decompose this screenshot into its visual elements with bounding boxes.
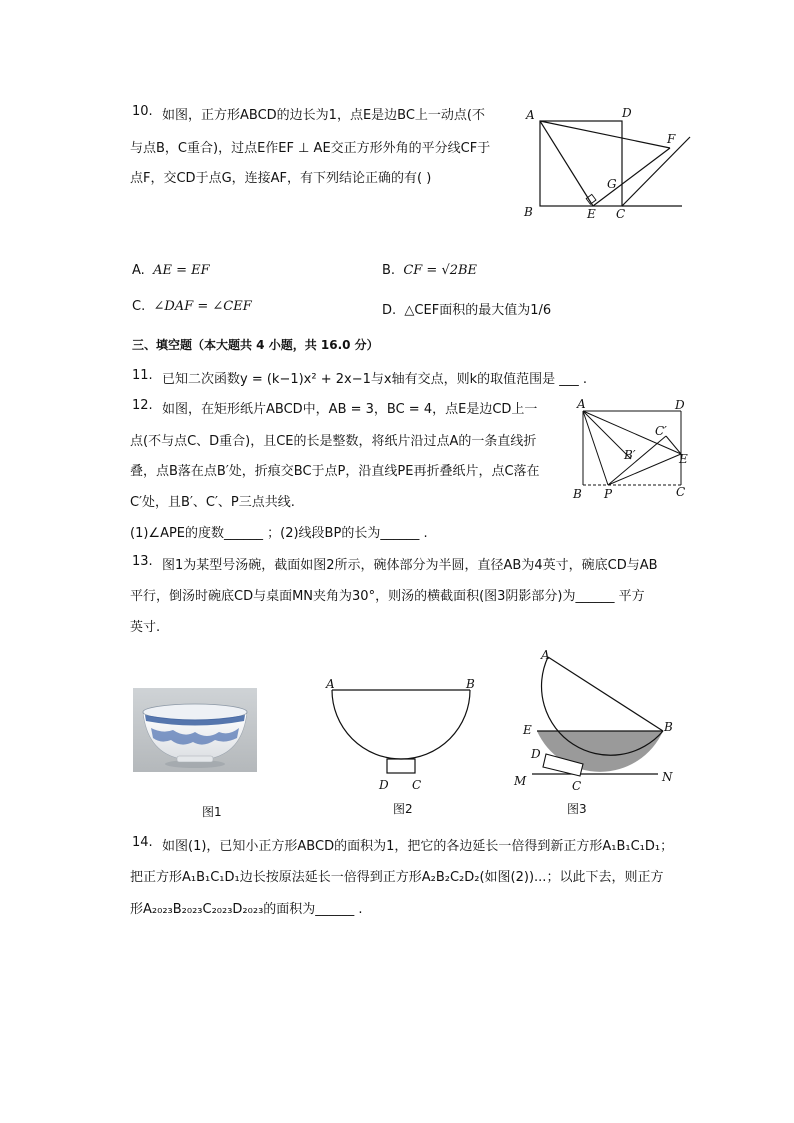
fig3-label-b: B (664, 720, 673, 734)
q10-option-b: B. CF = √2BE (382, 263, 478, 278)
fig2-label-b: B (466, 677, 475, 691)
q10-line1: 如图，正方形ABCD的边长为1，点E是边BC上一动点(不 (162, 108, 485, 123)
caption-fig3: 图3 (567, 802, 587, 816)
fig3-label-a: A (541, 648, 550, 662)
q14-line1: 如图(1)，已知小正方形ABCD的面积为1，把它的各边延长一倍得到新正方形A₁B₁C₁D₁； (162, 839, 674, 854)
q12-line4: C′处，且B′、C′、P三点共线. (130, 495, 295, 510)
q12-line3: 叠，点B落在点B′处，折痕交BC于点P，沿直线PE再折叠纸片，点C落在 (130, 464, 540, 479)
fig3-label-e: E (523, 723, 532, 737)
q10-label-f: F (667, 132, 676, 146)
q12-label-a: A (577, 397, 586, 411)
q12-label-c-prime: C′ (655, 424, 667, 438)
q12-label-e: E (679, 452, 688, 466)
fig3-label-d: D (531, 747, 541, 761)
fig3-label-m: M (514, 774, 527, 788)
q12-label-c: C (676, 485, 686, 499)
fig2-label-d: D (379, 778, 389, 792)
q10-line2: 与点B，C重合)，过点E作EF ⊥ AE交正方形外角的平分线CF于 (130, 141, 491, 156)
q10-label-e: E (587, 207, 596, 221)
q14-line2: 把正方形A₁B₁C₁D₁边长按原法延长一倍得到正方形A₂B₂C₂D₂(如图(2))...；以此下去，则正方 (130, 870, 664, 885)
q14-line3: 形A₂₀₂₃B₂₀₂₃C₂₀₂₃D₂₀₂₃的面积为______ . (130, 902, 363, 917)
q13-figure-2 (322, 674, 482, 794)
caption-fig2: 图2 (393, 802, 413, 816)
q12-label-b-prime: B′ (624, 448, 636, 462)
fig3-label-n: N (662, 770, 673, 784)
q12-line5: (1)∠APE的度数______ ；(2)线段BP的长为______ . (130, 526, 428, 541)
q10-label-c: C (616, 207, 626, 221)
q11-text: 已知二次函数y = (k−1)x² + 2x−1与x轴有交点，则k的取值范围是 ___ . (162, 372, 587, 387)
q13-line1: 图1为某型号汤碗，截面如图2所示，碗体部分为半圆，直径AB为4英寸，碗底CD与AB (162, 558, 658, 573)
q10-option-c: C. ∠DAF = ∠CEF (132, 299, 252, 314)
q11-number: 11. (132, 368, 153, 383)
q14-number: 14. (132, 835, 153, 850)
fig3-label-c: C (572, 779, 582, 793)
q13-line3: 英寸. (130, 620, 161, 635)
q10-label-b: B (524, 205, 533, 219)
q12-label-p: P (604, 487, 613, 501)
q10-number: 10. (132, 104, 153, 119)
section-3-title: 三、填空题（本大题共 4 小题，共 16.0 分） (132, 338, 379, 352)
q12-label-d: D (675, 398, 685, 412)
q10-figure (520, 100, 700, 225)
q13-line2: 平行，倒汤时碗底CD与桌面MN夹角为30°，则汤的横截面积(图3阴影部分)为______ 平方 (130, 589, 645, 604)
caption-fig1: 图1 (202, 805, 222, 819)
q10-label-d: D (622, 106, 632, 120)
q12-figure (568, 396, 698, 502)
q10-option-d: D. △CEF面积的最大值为1/6 (382, 303, 552, 318)
q13-figure-3 (510, 645, 682, 795)
q13-number: 13. (132, 554, 153, 569)
q10-label-g: G (607, 177, 617, 191)
q12-line1: 如图，在矩形纸片ABCD中，AB = 3，BC = 4，点E是边CD上一 (162, 402, 538, 417)
q12-line2: 点(不与点C、D重合)，且CE的长是整数，将纸片沿过点A的一条直线折 (130, 434, 537, 449)
q10-option-a: A. AE = EF (132, 263, 210, 278)
bowl-photo (133, 688, 257, 772)
q12-label-b: B (573, 487, 582, 501)
q10-label-a: A (526, 108, 535, 122)
fig2-label-c: C (412, 778, 422, 792)
q10-line3: 点F，交CD于点G，连接AF，有下列结论正确的有( ) (130, 171, 432, 186)
q12-number: 12. (132, 398, 153, 413)
fig2-label-a: A (326, 677, 335, 691)
